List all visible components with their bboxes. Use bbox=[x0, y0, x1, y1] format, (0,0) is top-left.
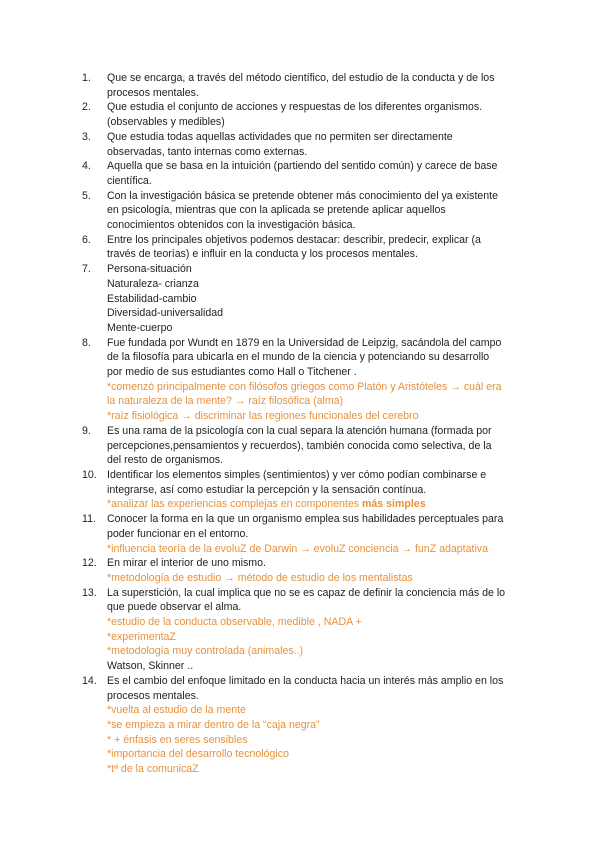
item-text-line: que puede observar el alma. bbox=[107, 601, 242, 614]
item-number: 14. bbox=[82, 674, 97, 687]
item-number: 5. bbox=[82, 189, 91, 202]
list-item bbox=[0, 586, 600, 674]
item-text-line: Con la investigación básica se pretende obtener más conocimiento del ya existente bbox=[107, 189, 499, 202]
list-item bbox=[0, 130, 600, 159]
item-text-line: del resto de organismos. bbox=[107, 454, 224, 467]
list-item bbox=[0, 159, 600, 188]
annotation-note: * + énfasis en seres sensibles bbox=[107, 733, 248, 746]
list-item bbox=[0, 674, 600, 777]
annotation-note: *estudio de la conducta observable, medible , NADA + bbox=[107, 616, 362, 629]
annotation-note: *metodología muy controlada (animales..) bbox=[107, 645, 304, 658]
annotation-note: *tª de la comunicaZ bbox=[107, 763, 199, 776]
item-text-line: Entre los principales objetivos podemos destacar: describir, predecir, explicar (a bbox=[107, 233, 481, 246]
item-text-line: Fue fundada por Wundt en 1879 en la Universidad de Leipzig, sacándola del campo bbox=[107, 336, 502, 349]
annotation-note: *comenzó principalmente con filósofos griegos como Platón y Aristóteles → cuál era bbox=[107, 380, 502, 393]
list-item bbox=[0, 71, 600, 100]
item-text-line: Diversidad-universalidad bbox=[107, 307, 223, 320]
item-number: 10. bbox=[82, 468, 97, 481]
item-text-line: Que estudia el conjunto de acciones y respuestas de los diferentes organismos. bbox=[107, 101, 483, 114]
list-item bbox=[0, 233, 600, 262]
annotation-note: la naturaleza de la mente? → raíz filosófica (alma) bbox=[107, 395, 344, 408]
annotation-note-text: *analizar las experiencias complejas en componentes bbox=[107, 498, 362, 511]
item-text-line: Es el cambio del enfoque limitado en la conducta hacia un interés más amplio en los bbox=[107, 674, 504, 687]
item-text-line: (observables y medibles) bbox=[107, 116, 225, 129]
list-item bbox=[0, 556, 600, 585]
item-text-line: percepciones,pensamientos y recuerdos), también conocida como selectiva, de la bbox=[107, 439, 492, 452]
item-text-line: Naturaleza- crianza bbox=[107, 277, 199, 290]
item-text-line: En mirar el interior de uno mismo. bbox=[107, 557, 266, 570]
item-number: 9. bbox=[82, 424, 91, 437]
item-text-line: Mente-cuerpo bbox=[107, 321, 173, 334]
list-item bbox=[0, 424, 600, 468]
item-number: 6. bbox=[82, 233, 91, 246]
item-text-line: Conocer la forma en la que un organismo emplea sus habilidades perceptuales para bbox=[107, 513, 504, 526]
item-text-line: Es una rama de la psicología con la cual separa la atención humana (formada por bbox=[107, 424, 492, 437]
annotation-note: *experimentaZ bbox=[107, 630, 176, 643]
annotation-note: *importancia del desarrollo tecnológico bbox=[107, 748, 289, 761]
item-text-line: conocimientos obtenidos con la investigación básica. bbox=[107, 219, 356, 232]
item-number: 13. bbox=[82, 586, 97, 599]
item-text-line: Que estudia todas aquellas actividades que no permiten ser directamente bbox=[107, 130, 453, 143]
annotation-note: *raíz fisiológica → discriminar las regiones funcionales del cerebro bbox=[107, 410, 419, 423]
item-text-line: por medio de sus estudiantes como Hall o Titchener . bbox=[107, 366, 357, 379]
item-number: 3. bbox=[82, 130, 91, 143]
list-item bbox=[0, 189, 600, 233]
item-text-line: través de teorías) e influir en la conducta y los procesos mentales. bbox=[107, 248, 418, 261]
item-text-line: procesos mentales. bbox=[107, 86, 199, 99]
item-number: 2. bbox=[82, 101, 91, 114]
answer-list bbox=[0, 71, 600, 777]
item-text-line: Estabilidad-cambio bbox=[107, 292, 197, 305]
item-number: 4. bbox=[82, 160, 91, 173]
annotation-note: *metodología de estudio → método de estudio de los mentalistas bbox=[107, 571, 413, 584]
annotation-note: *vuelta al estudio de la mente bbox=[107, 704, 246, 717]
item-text-line: Identificar los elementos simples (sentimientos) y ver cómo podían combinarse e bbox=[107, 468, 487, 481]
item-text-line: de la filosofía para ubicarla en el mundo de la ciencia y potenciando su desarrollo bbox=[107, 351, 490, 364]
item-number: 11. bbox=[82, 513, 96, 526]
item-number: 12. bbox=[82, 557, 97, 570]
list-item bbox=[0, 512, 600, 556]
annotation-note-plain: Watson, Skinner .. bbox=[107, 660, 194, 673]
annotation-note: *se empieza a mirar dentro de la “caja negra” bbox=[107, 718, 320, 731]
item-text-line: Persona-situación bbox=[107, 263, 192, 276]
item-number: 1. bbox=[82, 72, 91, 84]
annotation-note bbox=[107, 497, 526, 512]
highlight-text: más simples bbox=[361, 498, 426, 511]
item-number: 8. bbox=[82, 336, 91, 349]
list-item bbox=[0, 262, 600, 336]
item-text-line: científica. bbox=[107, 174, 152, 187]
list-item bbox=[0, 468, 600, 512]
list-item bbox=[0, 336, 600, 424]
item-text-line: La superstición, la cual implica que no se es capaz de definir la conciencia más de lo bbox=[107, 586, 506, 599]
item-text-line: procesos mentales. bbox=[107, 689, 199, 702]
item-text-line: integrarse, así como estudiar la percepción y la sensación contínua. bbox=[107, 483, 427, 496]
item-text-line: Que se encarga, a través del método científico, del estudio de la conducta y de los bbox=[107, 72, 495, 84]
item-number: 7. bbox=[82, 263, 91, 276]
item-text-line: en psicología, mientras que con la aplicada se pretende aplicar aquellos bbox=[107, 204, 446, 217]
item-text-line: poder funcionar en el entorno. bbox=[107, 527, 249, 540]
list-item bbox=[0, 100, 600, 129]
item-text-line: Aquella que se basa en la intuición (partiendo del sentido común) y carece de base bbox=[107, 160, 498, 173]
annotation-note: *influencia teoría de la evoluZ de Darwin → evoluZ conciencia → funZ adaptativa bbox=[107, 542, 488, 555]
item-text-line: observadas, tanto internas como externas. bbox=[107, 145, 308, 158]
